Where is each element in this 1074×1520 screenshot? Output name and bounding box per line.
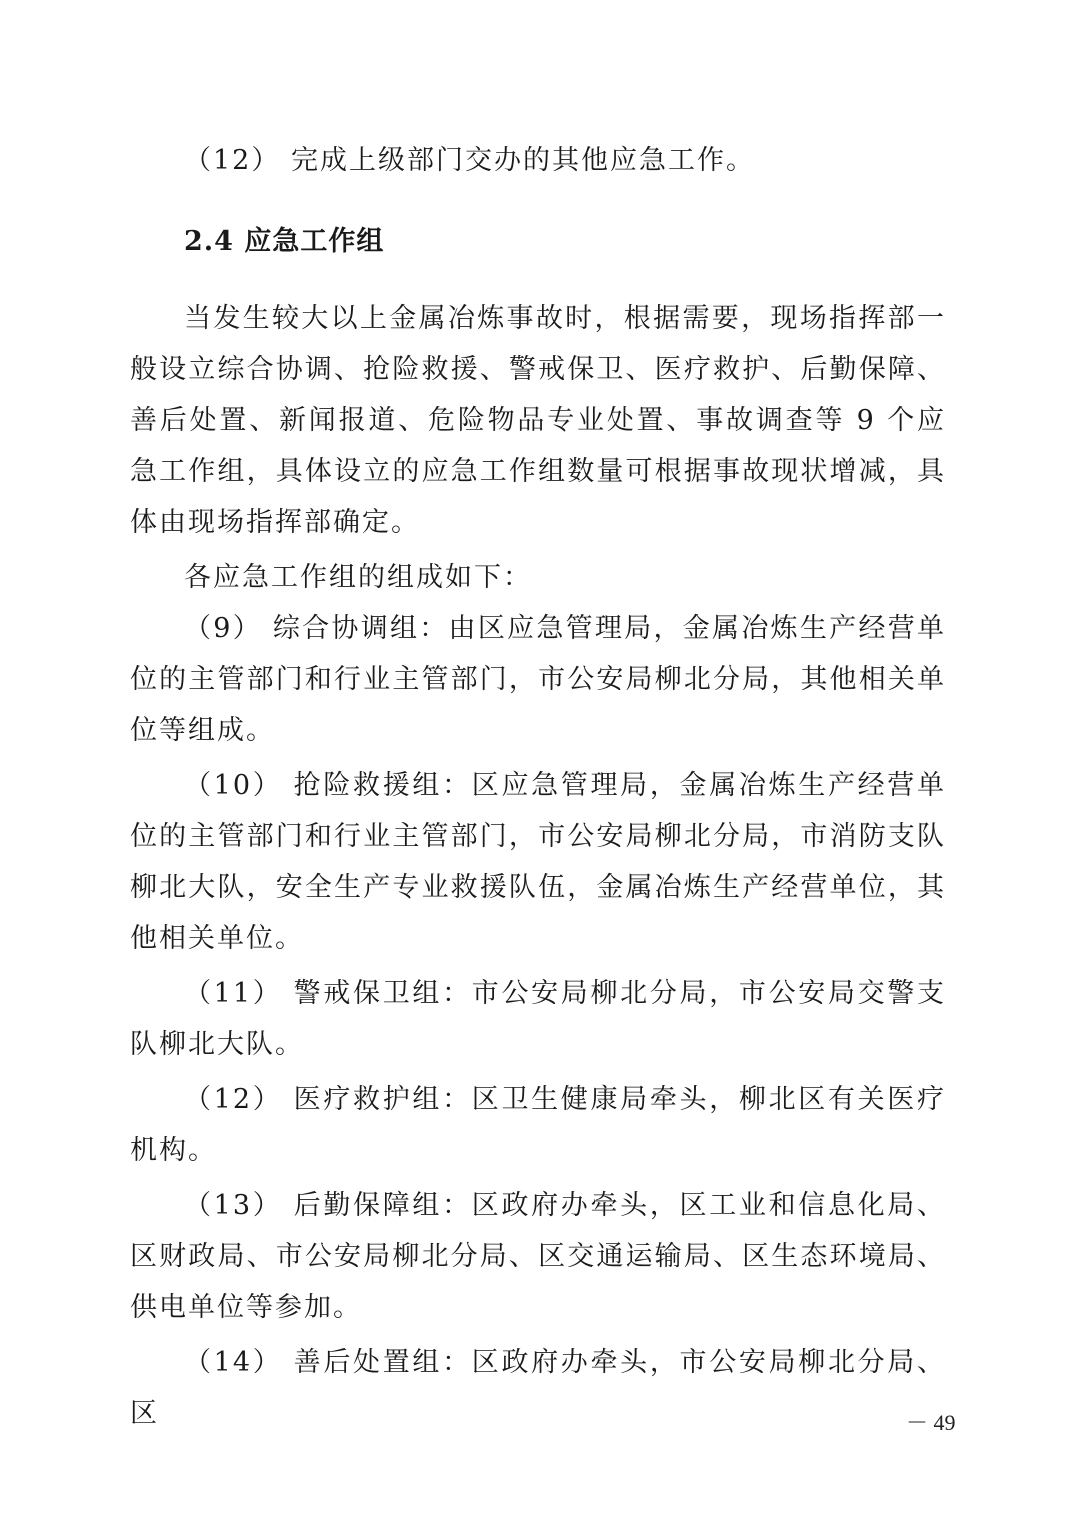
paragraph-item-13: （13） 后勤保障组：区政府办牵头，区工业和信息化局、区财政局、市公安局柳北分局、区交通运输局、区生态环境局、供电单位等参加。 bbox=[130, 1190, 946, 1323]
section-heading: 2.4 应急工作组 bbox=[184, 226, 385, 257]
paragraph-item-12: （12） 医疗救护组：区卫生健康局牵头，柳北区有关医疗机构。 bbox=[130, 1084, 946, 1166]
paragraph-item-14: （14） 善后处置组：区政府办牵头，市公安局柳北分局、区 bbox=[130, 1347, 946, 1429]
paragraph-item-9: （9） 综合协调组：由区应急管理局，金属冶炼生产经营单位的主管部门和行业主管部门，市公安局柳北分局，其他相关单位等组成。 bbox=[130, 613, 946, 746]
page-number: － 49 bbox=[906, 1410, 956, 1435]
paragraph-item-11: （11） 警戒保卫组：市公安局柳北分局，市公安局交警支队柳北大队。 bbox=[130, 978, 946, 1060]
paragraph-intro: 当发生较大以上金属冶炼事故时，根据需要，现场指挥部一般设立综合协调、抢险救援、警戒保卫、医疗救护、后勤保障、善后处置、新闻报道、危险物品专业处置、事故调查等 9 个应急工作组，具体设立的应急工作组数量可根据事故现状增减，具体由现场指挥部确定。 bbox=[130, 303, 946, 538]
paragraph-item-10: （10） 抢险救援组：区应急管理局，金属冶炼生产经营单位的主管部门和行业主管部门，市公安局柳北分局，市消防支队柳北大队，安全生产专业救援队伍，金属冶炼生产经营单位，其他相关单位。 bbox=[130, 770, 946, 954]
document-body bbox=[130, 135, 956, 1439]
paragraph-composition-lead: 各应急工作组的组成如下： bbox=[184, 562, 532, 593]
paragraph-item-12-prev: （12） 完成上级部门交办的其他应急工作。 bbox=[184, 145, 755, 176]
